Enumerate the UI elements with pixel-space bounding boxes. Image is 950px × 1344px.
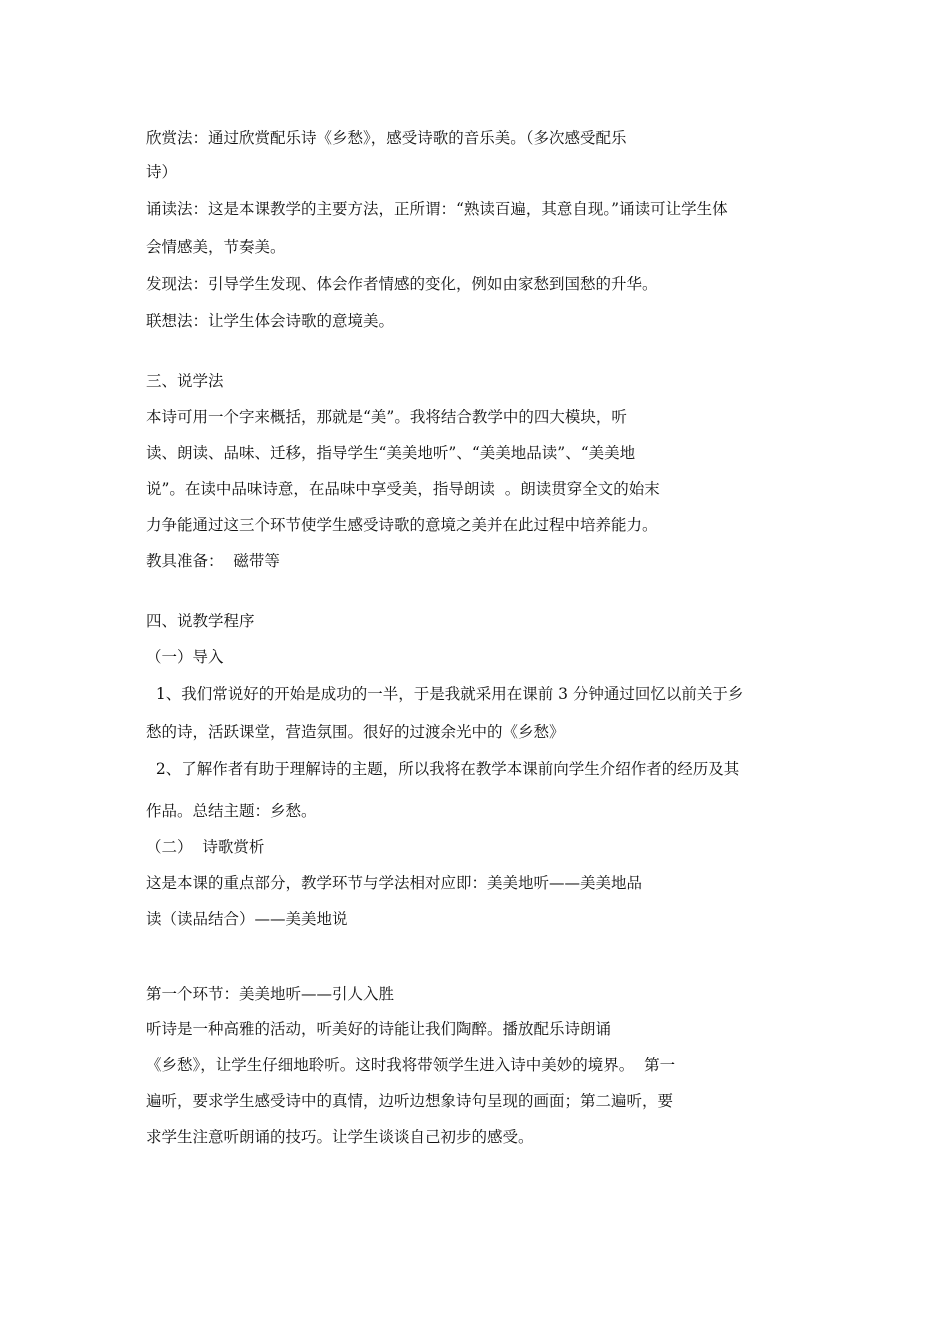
text-line: 诵读法：这是本课教学的主要方法，正所谓：“熟读百遍，其意自现。”诵读可让学生体 — [146, 200, 728, 218]
text-line: 愁的诗，活跃课堂，营造氛围。很好的过渡余光中的《乡愁》 — [146, 723, 565, 741]
text-line: 读（读品结合）——美美地说 — [146, 910, 348, 928]
text-line: 1、我们常说好的开始是成功的一半，于是我就采用在课前 3 分钟通过回忆以前关于乡 — [146, 685, 744, 703]
text-line: 会情感美，节奏美。 — [146, 238, 286, 256]
section-heading: 四、说教学程序 — [146, 612, 255, 630]
text-line: 教具准备： 磁带等 — [146, 552, 280, 570]
text-line: 诗） — [146, 163, 178, 181]
text-line: 这是本课的重点部分，教学环节与学法相对应即：美美地听——美美地品 — [146, 874, 643, 892]
subsection-heading: （二） 诗歌赏析 — [146, 838, 265, 856]
text-line: 求学生注意听朗诵的技巧。让学生谈谈自己初步的感受。 — [146, 1128, 534, 1146]
text-line: 作品。总结主题：乡愁。 — [146, 802, 317, 820]
text-line: 联想法：让学生体会诗歌的意境美。 — [146, 312, 395, 330]
text-line: 听诗是一种高雅的活动，听美好的诗能让我们陶醉。播放配乐诗朗诵 — [146, 1020, 612, 1038]
text-line: 说”。在读中品味诗意，在品味中享受美，指导朗读 。朗读贯穿全文的始末 — [146, 480, 660, 498]
text-line: 第一个环节：美美地听——引人入胜 — [146, 985, 395, 1003]
text-line: 《乡愁》，让学生仔细地聆听。这时我将带领学生进入诗中美妙的境界。 第一 — [146, 1056, 676, 1074]
text-line: 本诗可用一个字来概括，那就是“美”。我将结合教学中的四大模块，听 — [146, 408, 627, 426]
text-line: 欣赏法：通过欣赏配乐诗《乡愁》，感受诗歌的音乐美。（多次感受配乐 — [146, 129, 627, 147]
section-heading: 三、说学法 — [146, 372, 224, 390]
text-line: 发现法：引导学生发现、体会作者情感的变化，例如由家愁到国愁的升华。 — [146, 275, 658, 293]
text-line: 读、朗读、品味、迁移，指导学生“美美地听”、“美美地品读”、“美美地 — [146, 444, 636, 462]
text-line: 2、了解作者有助于理解诗的主题，所以我将在教学本课前向学生介绍作者的经历及其 — [146, 760, 740, 778]
text-line: 力争能通过这三个环节使学生感受诗歌的意境之美并在此过程中培养能力。 — [146, 516, 658, 534]
subsection-heading: （一）导入 — [146, 648, 224, 666]
text-line: 遍听，要求学生感受诗中的真情，边听边想象诗句呈现的画面；第二遍听，要 — [146, 1092, 674, 1110]
